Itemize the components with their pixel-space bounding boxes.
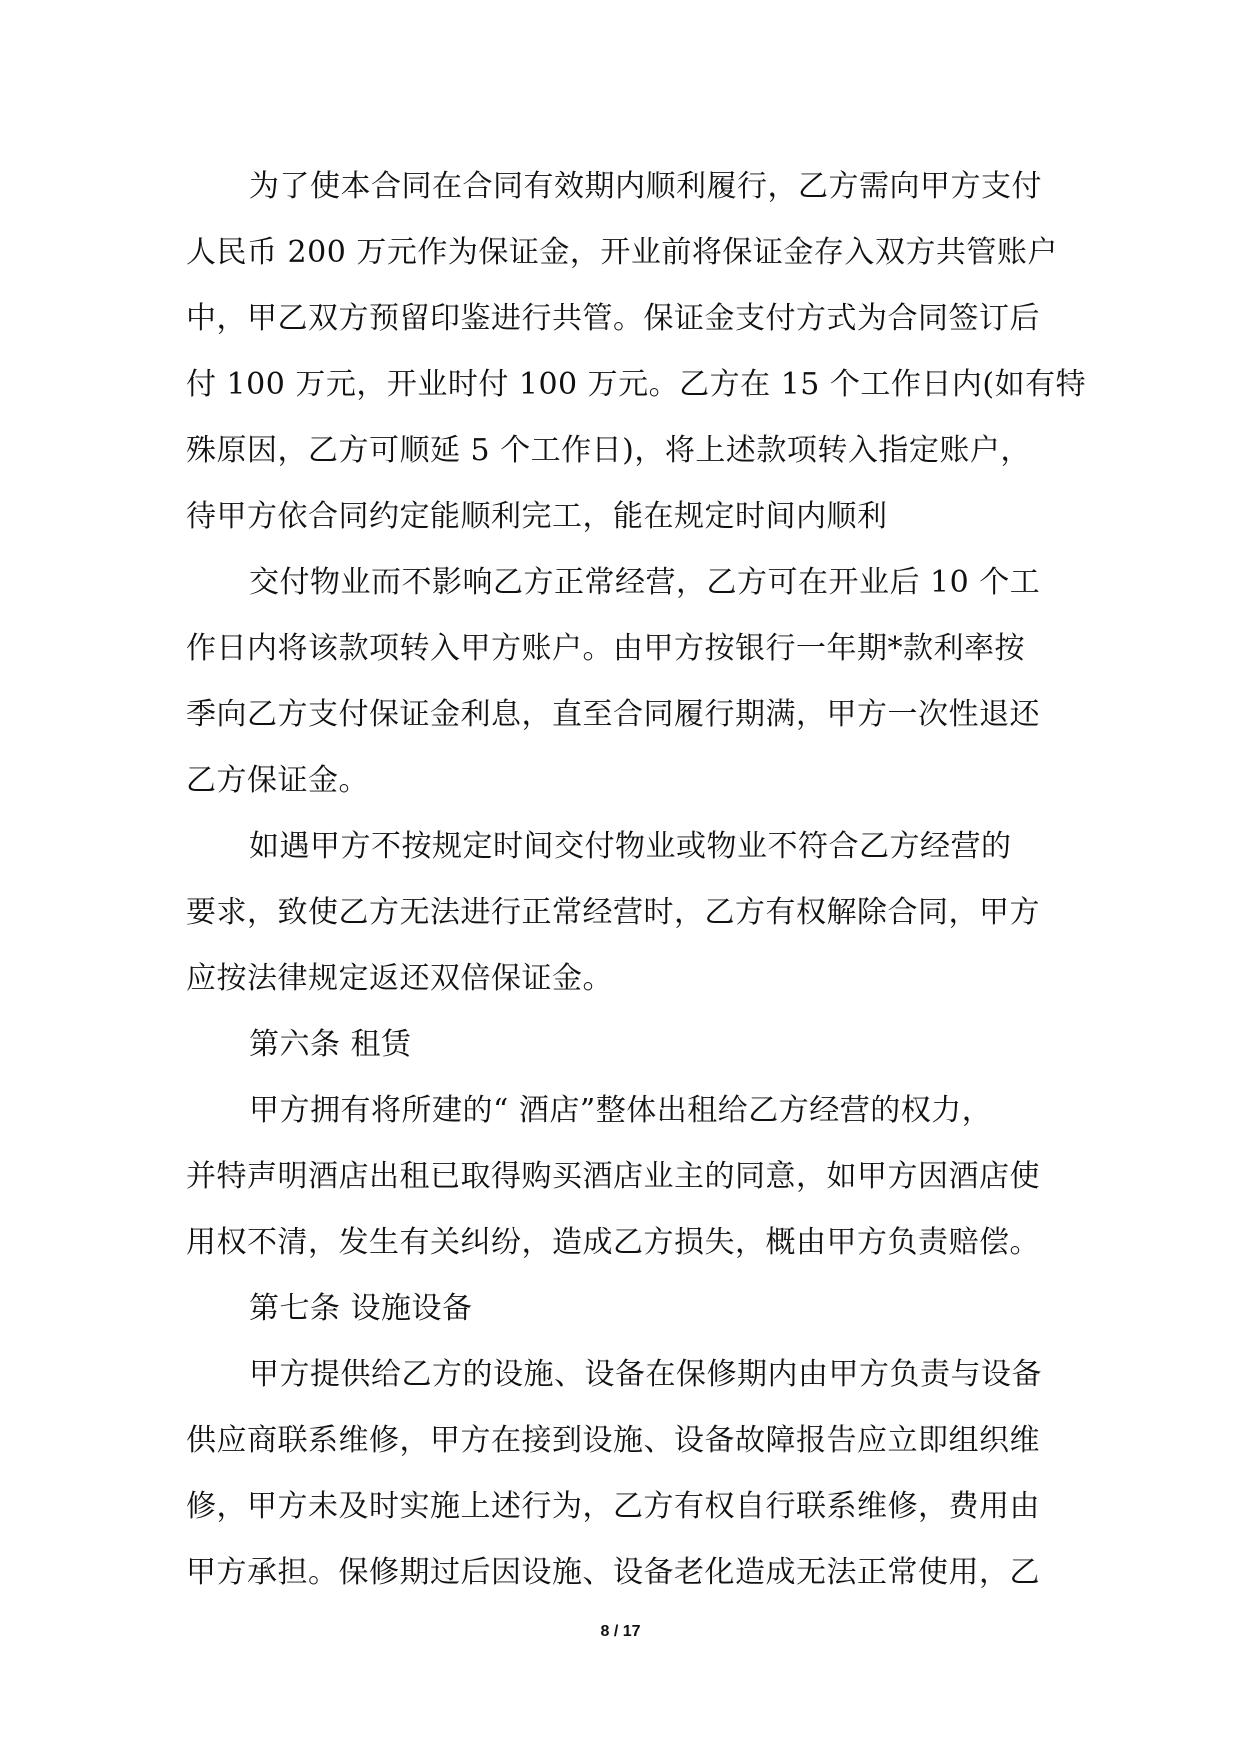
text-line: 交付物业而不影响乙方正常经营，乙方可在开业后 10 个工 <box>249 565 1041 600</box>
text-line: 甲方承担。保修期过后因设施、设备老化造成无法正常使用，乙 <box>186 1555 1040 1590</box>
text-line: 甲方提供给乙方的设施、设备在保修期内由甲方负责与设备 <box>249 1357 1042 1392</box>
text-line: 季向乙方支付保证金利息，直至合同履行期满，甲方一次性退还 <box>186 697 1040 732</box>
text-line: 中，甲乙双方预留印鉴进行共管。保证金支付方式为合同签订后 <box>186 301 1040 336</box>
text-line: 第七条 设施设备 <box>249 1291 473 1326</box>
text-line: 用权不清，发生有关纠纷，造成乙方损失，概由甲方负责赔偿。 <box>186 1225 1040 1260</box>
text-line: 如遇甲方不按规定时间交付物业或物业不符合乙方经营的 <box>249 829 1012 864</box>
document-body <box>186 154 1087 1606</box>
text-line: 要求，致使乙方无法进行正常经营时，乙方有权解除合同，甲方 <box>186 895 1040 930</box>
page-number: 8 / 17 <box>600 1623 641 1640</box>
text-line: 付 100 万元，开业时付 100 万元。乙方在 15 个工作日内(如有特 <box>186 367 1087 402</box>
text-line: 人民币 200 万元作为保证金，开业前将保证金存入双方共管账户 <box>186 235 1058 270</box>
text-line: 乙方保证金。 <box>186 763 369 798</box>
text-line: 修，甲方未及时实施上述行为，乙方有权自行联系维修，费用由 <box>186 1489 1040 1524</box>
text-line: 殊原因，乙方可顺延 5 个工作日)，将上述款项转入指定账户， <box>186 433 1031 468</box>
text-line: 作日内将该款项转入甲方账户。由甲方按银行一年期*款利率按 <box>186 631 1025 666</box>
text-line: 供应商联系维修，甲方在接到设施、设备故障报告应立即组织维 <box>186 1423 1040 1458</box>
text-line: 第六条 租赁 <box>249 1027 412 1062</box>
text-line: 应按法律规定返还双倍保证金。 <box>186 961 613 996</box>
text-line: 待甲方依合同约定能顺利完工，能在规定时间内顺利 <box>186 499 888 534</box>
text-line: 并特声明酒店出租已取得购买酒店业主的同意，如甲方因酒店使 <box>186 1159 1040 1194</box>
text-line: 为了使本合同在合同有效期内顺利履行，乙方需向甲方支付 <box>249 169 1042 204</box>
text-line: 甲方拥有将所建的“ 酒店”整体出租给乙方经营的权力， <box>249 1093 993 1128</box>
